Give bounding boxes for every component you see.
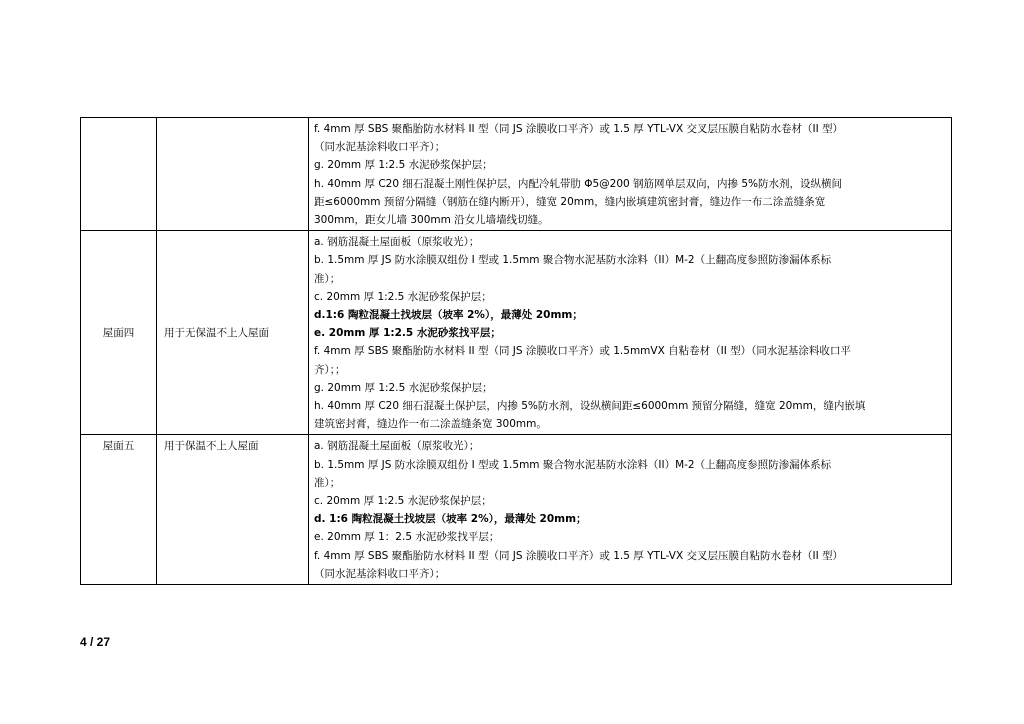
layer-line: 距≤6000mm 预留分隔缝（钢筋在缝内断开），缝宽 20mm，缝内嵌填建筑密封膏，缝边作一布二涂盖缝条宽 [314, 195, 826, 208]
layer-line: g. 20mm 厚 1:2.5 水泥砂浆保护层； [314, 381, 493, 394]
table-row [81, 118, 952, 231]
layer-line: a. 钢筋混凝土屋面板（原浆收光）； [314, 440, 480, 453]
layer-line: 齐）；； [314, 363, 346, 376]
roof-use-cell: 用于保温不上人屋面 [157, 435, 309, 585]
roof-spec-rows [81, 118, 952, 585]
roof-use-cell [157, 118, 309, 231]
layer-line: f. 4mm 厚 SBS 聚酯胎防水材料 II 型（同 JS 涂膜收口平齐）或 1.5 厚 YTL-VX 交叉层压膜自粘防水卷材（II 型） [314, 123, 844, 135]
layer-line: c. 20mm 厚 1:2.5 水泥砂浆保护层； [314, 495, 492, 508]
layer-spec-cell [309, 231, 952, 435]
layer-line: f. 4mm 厚 SBS 聚酯胎防水材料 II 型（同 JS 涂膜收口平齐）或 1.5 厚 YTL-VX 交叉层压膜自粘防水卷材（II 型） [314, 549, 844, 562]
table-row [81, 435, 952, 585]
layer-line: （同水泥基涂料收口平齐）； [314, 567, 446, 580]
roof-name-cell: 屋面五 [81, 435, 157, 585]
layer-spec-cell [309, 118, 952, 231]
layer-line: g. 20mm 厚 1:2.5 水泥砂浆保护层； [314, 159, 493, 172]
layer-line: e. 20mm 厚 1:2.5 水泥砂浆找平层； [314, 327, 501, 340]
roof-spec-table [80, 117, 952, 585]
layer-line: d.1:6 陶粒混凝土找坡层（坡率 2%），最薄处 20mm； [314, 309, 583, 322]
layer-line: h. 40mm 厚 C20 细石混凝土保护层，内掺 5%防水剂，设纵横间距≤6000mm 预留分隔缝，缝宽 20mm，缝内嵌填 [314, 400, 866, 413]
layer-line: 准）； [314, 476, 341, 489]
page-number: 4 / 27 [80, 635, 111, 649]
layer-line: h. 40mm 厚 C20 细石混凝土刚性保护层，内配冷轧带肋 Φ5@200 钢筋网单层双向，内掺 5%防水剂，设纵横间 [314, 177, 843, 190]
layer-line: c. 20mm 厚 1:2.5 水泥砂浆保护层； [314, 290, 492, 303]
layer-line: b. 1.5mm 厚 JS 防水涂膜双组份 I 型或 1.5mm 聚合物水泥基防水涂料（II）M-2（上翻高度参照防渗漏体系标 [314, 458, 832, 471]
layer-list [309, 118, 951, 230]
layer-line: e. 20mm 厚 1：2.5 水泥砂浆找平层； [314, 531, 500, 544]
table-row [81, 231, 952, 435]
layer-line: f. 4mm 厚 SBS 聚酯胎防水材料 II 型（同 JS 涂膜收口平齐）或 1.5mmVX 自粘卷材（II 型）（同水泥基涂料收口平 [314, 345, 851, 358]
layer-line: 准）； [314, 272, 341, 285]
layer-line: d. 1:6 陶粒混凝土找坡层（坡率 2%），最薄处 20mm； [314, 513, 587, 526]
layer-line: 300mm，距女儿墙 300mm 沿女儿墙墙线切缝。 [314, 214, 549, 227]
layer-list [309, 435, 951, 584]
layer-list [309, 231, 951, 434]
layer-line: 建筑密封膏，缝边作一布二涂盖缝条宽 300mm。 [314, 418, 547, 431]
roof-name-cell: 屋面四 [81, 231, 157, 435]
layer-spec-cell [309, 435, 952, 585]
roof-use-cell: 用于无保温不上人屋面 [157, 231, 309, 435]
layer-line: b. 1.5mm 厚 JS 防水涂膜双组份 I 型或 1.5mm 聚合物水泥基防水涂料（II）M-2（上翻高度参照防渗漏体系标 [314, 254, 832, 267]
layer-line: （同水泥基涂料收口平齐）； [314, 141, 446, 154]
roof-name-cell [81, 118, 157, 231]
layer-line: a. 钢筋混凝土屋面板（原浆收光）； [314, 236, 480, 249]
